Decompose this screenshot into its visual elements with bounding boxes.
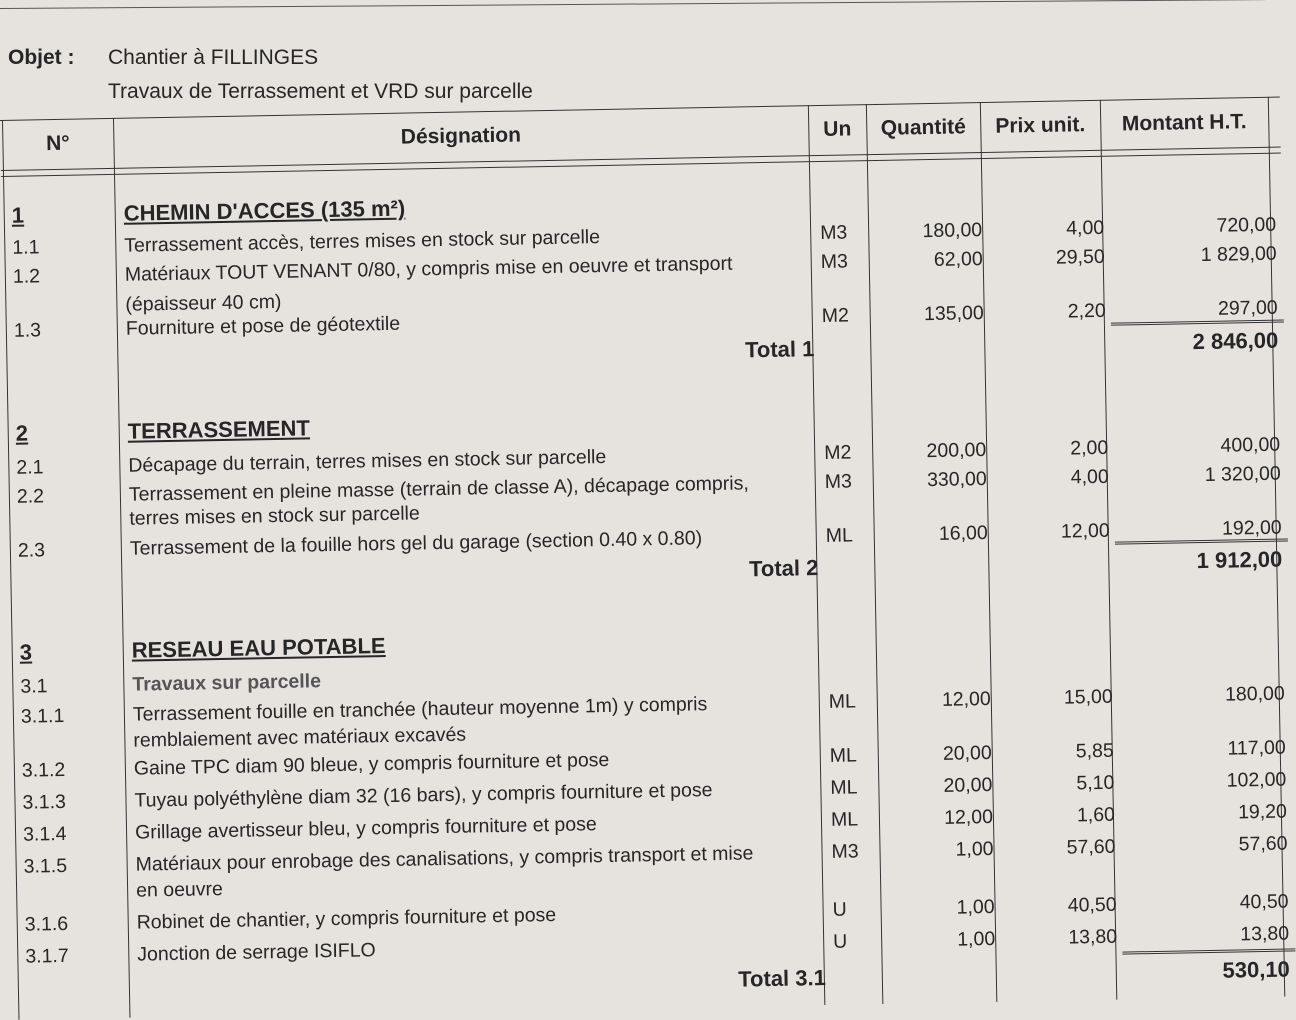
item-number: 2.3 — [17, 539, 46, 562]
header-montant: Montant H.T. — [1121, 110, 1247, 136]
item-quantity: 12,00 — [943, 805, 994, 829]
header-no: N° — [45, 131, 70, 156]
item-designation: Total 1 — [744, 336, 815, 363]
item-designation: Total 2 — [748, 555, 819, 582]
item-amount: 102,00 — [1226, 768, 1287, 792]
top-rule — [0, 0, 1265, 9]
item-designation: Terrassement accès, terres mises en stock sur parcelle — [124, 226, 601, 257]
objet-label: Objet : — [8, 46, 75, 69]
item-unit: U — [832, 898, 847, 921]
item-quantity: 180,00 — [922, 219, 983, 243]
item-unit-price: 12,00 — [1060, 519, 1110, 543]
item-designation: Grillage avertisseur bleu, y compris fourniture et pose — [134, 813, 597, 844]
item-unit-price: 57,60 — [1066, 835, 1116, 859]
item-unit: ML — [825, 524, 854, 547]
item-amount: 117,00 — [1227, 736, 1286, 760]
item-number: 1.3 — [13, 319, 42, 342]
header-designation: Désignation — [400, 123, 522, 149]
item-unit: M3 — [824, 470, 853, 493]
item-unit-price: 1,60 — [1076, 803, 1116, 827]
object-block — [8, 46, 533, 104]
item-number: 3.1.6 — [24, 912, 69, 936]
item-amount: 400,00 — [1220, 433, 1281, 457]
item-quantity: 20,00 — [942, 741, 992, 765]
item-unit: ML — [830, 808, 859, 831]
item-designation: Gaine TPC diam 90 bleue, y compris fourniture et pose — [133, 748, 610, 780]
item-quantity: 200,00 — [926, 438, 987, 463]
item-unit: M2 — [821, 304, 850, 327]
item-number: 1 — [11, 202, 25, 228]
item-amount: 1 320,00 — [1204, 462, 1281, 486]
item-amount: 57,60 — [1238, 832, 1288, 856]
item-quantity: 16,00 — [938, 521, 988, 545]
item-designation: (épaisseur 40 cm) — [125, 290, 282, 316]
item-amount: 1 912,00 — [1196, 546, 1283, 574]
item-designation: en oeuvre — [135, 878, 224, 902]
item-designation: RESEAU EAU POTABLE — [131, 633, 386, 663]
item-quantity: 1,00 — [957, 927, 996, 951]
item-number: 3.1.7 — [25, 944, 69, 968]
item-unit-price: 5,10 — [1076, 771, 1115, 795]
item-unit-price: 40,50 — [1067, 893, 1117, 917]
item-unit-price: 2,00 — [1070, 436, 1109, 460]
item-number: 3.1.1 — [20, 704, 65, 728]
item-designation: Total 3.1 — [738, 965, 827, 992]
item-designation: Décapage du terrain, terres mises en stock sur parcelle — [128, 445, 607, 477]
item-designation: remblaiement avec matériaux excavés — [133, 723, 467, 752]
item-amount: 720,00 — [1216, 213, 1277, 237]
item-unit: U — [832, 930, 848, 953]
item-designation: Travaux sur parcelle — [132, 670, 322, 696]
item-designation: Tuyau polyéthylène diam 32 (16 bars), y compris fourniture et pose — [134, 779, 713, 812]
item-amount: 192,00 — [1221, 516, 1282, 540]
item-quantity: 135,00 — [923, 302, 984, 326]
item-amount: 297,00 — [1217, 296, 1278, 320]
item-unit-price: 29,50 — [1055, 245, 1105, 269]
item-number: 1.1 — [12, 236, 40, 259]
item-number: 2 — [15, 420, 29, 446]
item-designation: Terrassement fouille en tranchée (hauteur moyenne 1m) y compris — [132, 693, 708, 726]
header-quantite: Quantité — [880, 115, 967, 140]
item-amount: 2 846,00 — [1192, 327, 1279, 355]
item-designation: CHEMIN D'ACCES (135 m²) — [123, 195, 406, 226]
item-amount: 530,10 — [1222, 956, 1291, 983]
item-quantity: 1,00 — [956, 895, 995, 919]
item-unit: ML — [830, 776, 858, 799]
item-designation: terres mises en stock sur parcelle — [129, 502, 420, 530]
item-amount: 180,00 — [1224, 682, 1285, 706]
item-unit: ML — [828, 690, 857, 713]
item-unit: M3 — [820, 250, 849, 273]
item-unit: M3 — [831, 840, 859, 863]
item-unit-price: 2,20 — [1067, 299, 1106, 323]
quote-table — [0, 97, 1296, 1020]
item-quantity: 12,00 — [941, 687, 991, 711]
item-designation: Fourniture et pose de géotextile — [125, 312, 401, 340]
item-designation: TERRASSEMENT — [127, 415, 311, 444]
item-unit-price: 5,85 — [1075, 739, 1114, 763]
item-quantity: 1,00 — [955, 837, 994, 861]
item-quantity: 62,00 — [933, 248, 983, 271]
item-amount: 1 829,00 — [1200, 242, 1277, 267]
item-amount: 19,20 — [1237, 800, 1288, 824]
item-quantity: 330,00 — [926, 467, 987, 492]
item-number: 1.2 — [12, 265, 41, 288]
header-un: Un — [823, 117, 852, 141]
item-unit: ML — [829, 744, 858, 767]
header-prix-unit: Prix unit. — [995, 113, 1086, 138]
item-unit-price: 13,80 — [1068, 925, 1118, 949]
item-designation: Matériaux pour enrobage des canalisations, y compris transport et mise — [135, 842, 754, 876]
item-number: 3.1.4 — [22, 822, 67, 846]
item-designation: Jonction de serrage ISIFLO — [137, 939, 376, 966]
item-designation: Robinet de chantier, y compris fourniture et pose — [136, 903, 557, 934]
objet-line1: Chantier à FILLINGES — [108, 46, 319, 69]
item-amount: 40,50 — [1239, 890, 1289, 914]
item-designation: Terrassement en pleine masse (terrain de classe A), décapage compris, — [128, 472, 749, 506]
item-unit-price: 15,00 — [1063, 685, 1113, 709]
item-number: 3 — [19, 639, 33, 665]
item-number: 3.1.2 — [21, 758, 66, 782]
item-number: 2.1 — [16, 456, 44, 479]
item-number: 2.2 — [16, 485, 45, 508]
item-quantity: 20,00 — [943, 773, 993, 797]
item-unit: M3 — [820, 221, 848, 244]
item-unit-price: 4,00 — [1066, 216, 1105, 240]
item-unit: M2 — [824, 441, 852, 464]
item-unit-price: 4,00 — [1070, 465, 1109, 489]
item-number: 3.1.3 — [22, 790, 67, 814]
item-designation: Matériaux TOUT VENANT 0/80, y compris mise en oeuvre et transport — [124, 252, 733, 286]
objet-line2: Travaux de Terrassement et VRD sur parcelle — [108, 80, 533, 103]
item-number: 3.1 — [20, 675, 48, 698]
item-designation: Terrassement de la fouille hors gel du garage (section 0.40 x 0.80) — [129, 527, 703, 560]
item-number: 3.1.5 — [23, 854, 68, 878]
item-amount: 13,80 — [1240, 922, 1290, 946]
